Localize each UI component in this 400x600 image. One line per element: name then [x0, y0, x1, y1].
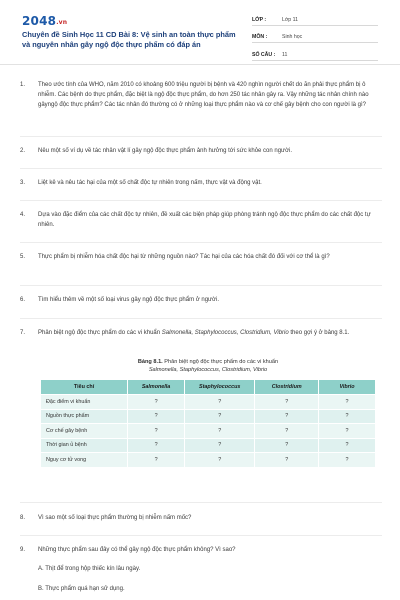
table-cell: ? [319, 395, 376, 410]
question-4: 4. Dựa vào đặc điểm của các chất độc tự nhiên, đề xuất các biện pháp giúp phòng tránh ngộ độc thực phẩm do các chất độc tự nhiên. [20, 212, 371, 228]
question-7: 7. Phân biệt ngộ độc thực phẩm do các vi khuẩn Salmonella, Staphylococcus, Clostridium, Vibrio theo gợi ý ở bảng 8.1. [20, 330, 350, 336]
meta-row-class: LỚP : Lớp 11 [252, 14, 378, 26]
table-cell: ? [128, 453, 185, 468]
table-cell: ? [255, 409, 319, 424]
table-header-row [41, 380, 376, 395]
page-title: Chuyên đề Sinh Học 11 CD Bài 8: Vệ sinh an toàn thực phẩm và nguyên nhân gây ngộ độc thực phẩm có đáp án [22, 30, 236, 49]
question-divider [20, 200, 382, 201]
page-header [0, 0, 400, 64]
table-cell: ? [319, 453, 376, 468]
table-cell: Thời gian ủ bệnh [41, 438, 128, 453]
table-cell: ? [255, 395, 319, 410]
table-cell: ? [255, 424, 319, 439]
question-8: 8. Vì sao một số loại thực phẩm thường bị nhiễm nấm mốc? [20, 515, 192, 521]
question-2: 2. Nêu một số ví dụ về tác nhân vật lí gây ngộ độc thực phẩm ảnh hưởng tới sức khỏe con người. [20, 148, 293, 154]
question-divider [20, 168, 382, 169]
table-header-cell: Staphylococcus [185, 380, 255, 395]
table-header-cell: Tiêu chí [41, 380, 128, 395]
meta-panel [252, 14, 378, 67]
meta-row-count: SỐ CÂU : 11 [252, 49, 378, 61]
table-cell: Nguồn thực phẩm [41, 409, 128, 424]
comparison-table [40, 379, 376, 468]
question-divider [20, 136, 382, 137]
question-9: 9. Những thực phẩm sau đây có thể gây ngộ độc thực phẩm không? Vì sao? [20, 547, 236, 553]
table-row [41, 395, 376, 410]
table-cell: ? [319, 438, 376, 453]
table-cell: ? [185, 409, 255, 424]
table-cell: ? [319, 424, 376, 439]
table-cell: ? [185, 395, 255, 410]
table-row [41, 409, 376, 424]
question-divider [20, 285, 382, 286]
table-cell: Nguy cơ tử vong [41, 453, 128, 468]
question-5: 5. Thực phẩm bị nhiễm hóa chất độc hại từ những nguồn nào? Tác hại của các hóa chất đó đối với cơ thể là gì? [20, 254, 330, 260]
table-header-cell: Salmonella [128, 380, 185, 395]
question-6: 6. Tìm hiểu thêm về một số loại virus gây ngộ độc thực phẩm ở người. [20, 297, 219, 303]
table-cell: ? [255, 453, 319, 468]
table-cell: ? [128, 395, 185, 410]
answer-option-a: A. Thịt để trong hộp thiếc kín lâu ngày. [38, 566, 141, 572]
question-divider [20, 318, 382, 319]
table-cell: ? [185, 424, 255, 439]
table-cell: ? [255, 438, 319, 453]
meta-row-subject: MÔN : Sinh học [252, 32, 378, 44]
question-1: 1. Theo ước tính của WHO, năm 2010 có khoảng 600 triệu người bị bệnh và 420 nghìn người chết do ăn phải thực phẩm bị ô nhiễm. Các bệnh do thực phẩm, đặc biệt là ngộ độc thực phẩm, do hơn 250 tác nhân gây ra. Vậy những tác nhân chính nào gâyngộ độc thực phẩm? Các tác nhân đó thường có ở những loại thực phẩm nào và cơ chế gây bệnh cho con người là gì? [20, 82, 369, 108]
table-cell: Cơ chế gây bệnh [41, 424, 128, 439]
table-8-1 [40, 358, 376, 468]
table-row [41, 453, 376, 468]
table-header-cell: Clostridium [255, 380, 319, 395]
table-cell: ? [319, 409, 376, 424]
table-caption: Bảng 8.1. Phân biệt ngộ độc thực phẩm do các vi khuẩn Salmonella, Staphylococcus, Clostridium, Vibrio [137, 359, 279, 373]
question-divider [20, 502, 382, 503]
table-cell: ? [128, 424, 185, 439]
table-cell: ? [128, 438, 185, 453]
header-divider [0, 64, 400, 65]
question-3: 3. Liệt kê và nêu tác hại của một số chất độc tự nhiên trong nấm, thực vật và động vật. [20, 180, 262, 186]
question-divider [20, 242, 382, 243]
table-row [41, 424, 376, 439]
table-row [41, 438, 376, 453]
answer-option-b: B. Thực phẩm quá hạn sử dụng. [38, 586, 125, 592]
site-logo[interactable]: 2048.vn [22, 14, 68, 28]
table-cell: ? [185, 438, 255, 453]
question-divider [20, 535, 382, 536]
table-cell: ? [128, 409, 185, 424]
table-cell: Đặc điểm vi khuẩn [41, 395, 128, 410]
table-header-cell: Vibrio [319, 380, 376, 395]
table-cell: ? [185, 453, 255, 468]
